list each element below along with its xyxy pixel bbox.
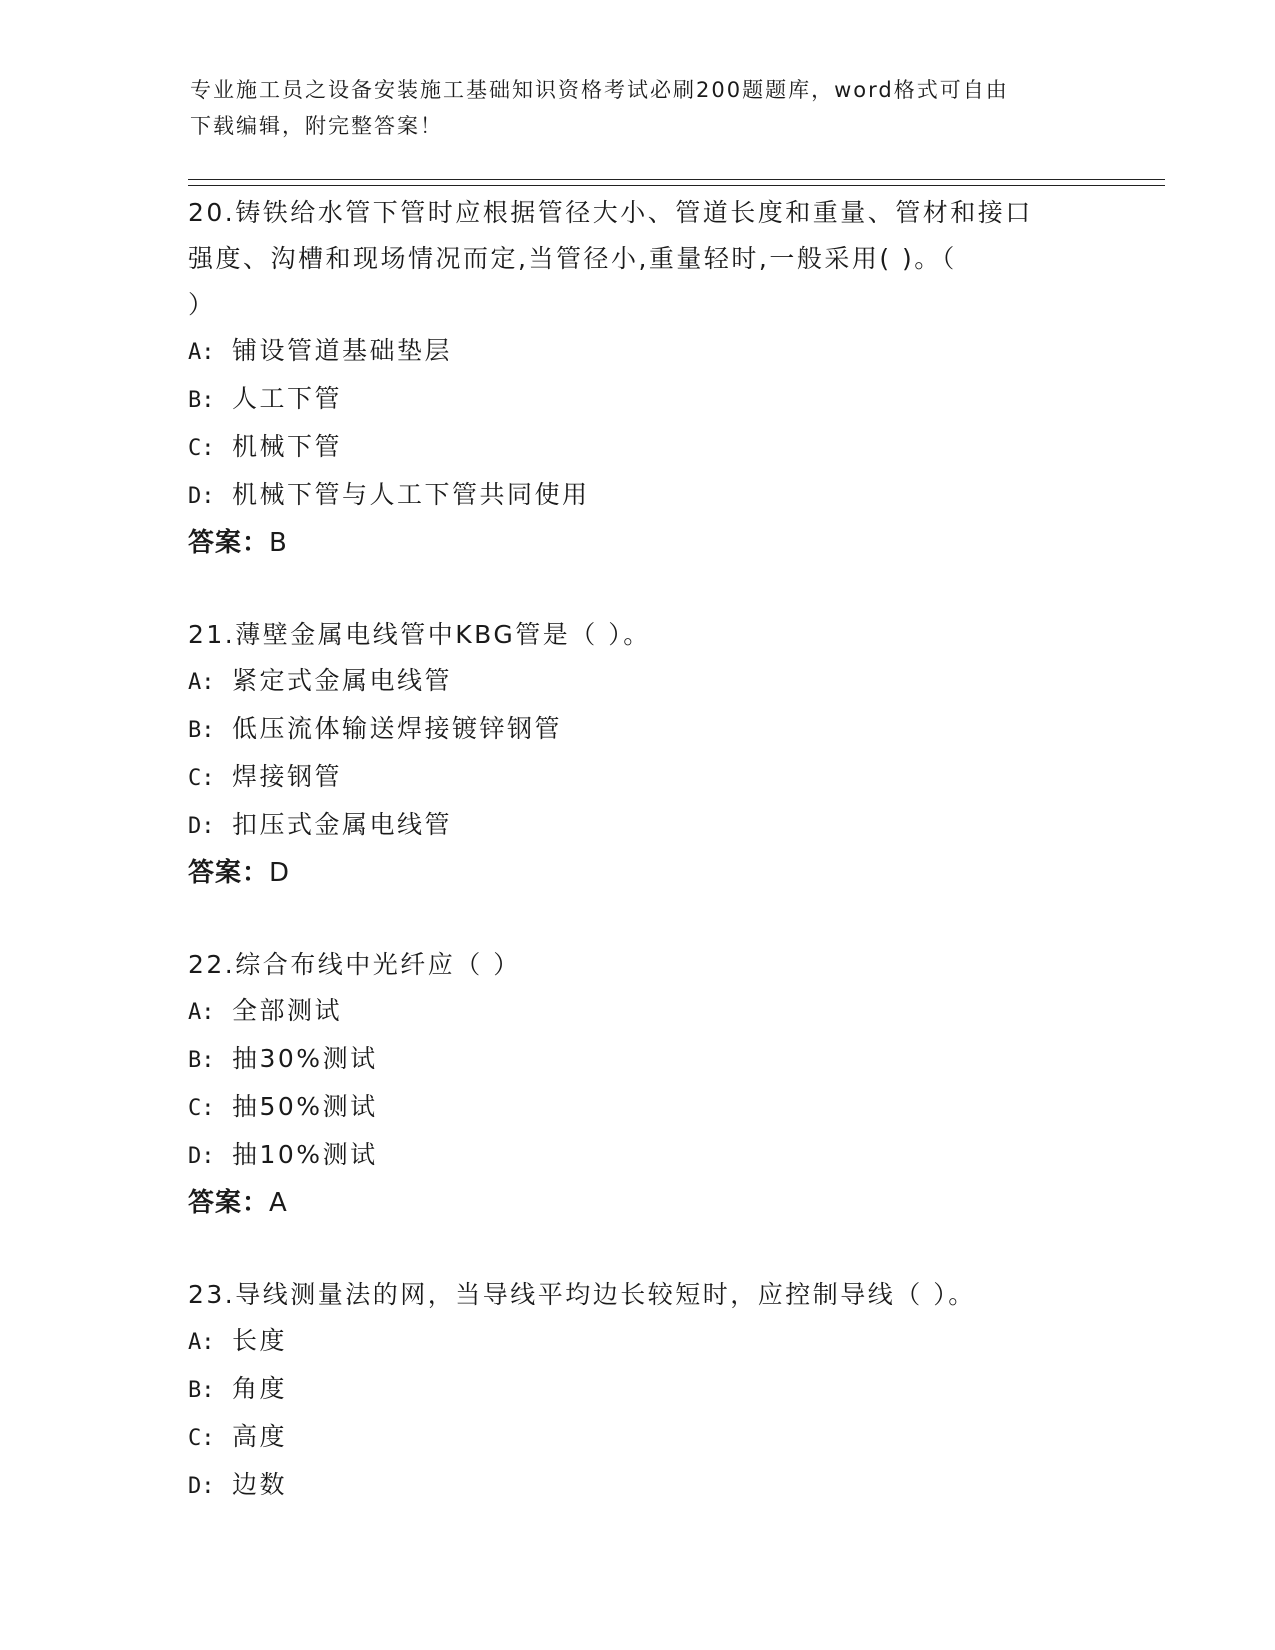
option-text: 抽10%测试 (232, 1140, 378, 1169)
option-a (188, 988, 1088, 1036)
question-list (188, 190, 1088, 1510)
answer-label: 答案： (188, 1188, 270, 1218)
question-number: 22. (188, 950, 236, 979)
question-number: 20. (188, 198, 236, 227)
option-text: 铺设管道基础垫层 (232, 336, 453, 365)
option-letter: D: (188, 1144, 215, 1169)
question-text-line-1: 综合布线中光纤应（ ） (235, 950, 521, 979)
header-line-1: 专业施工员之设备安装施工基础知识资格考试必刷200题题库，word格式可自由 (190, 78, 1009, 102)
option-a (188, 328, 1088, 376)
option-b (188, 706, 1088, 754)
option-d (188, 1462, 1088, 1510)
option-letter: B: (188, 1048, 215, 1073)
option-c (188, 754, 1088, 802)
option-text: 全部测试 (232, 996, 343, 1025)
answer-value: A (269, 1188, 288, 1218)
option-text: 机械下管与人工下管共同使用 (232, 480, 590, 509)
option-text: 抽50%测试 (232, 1092, 378, 1121)
option-letter: A: (188, 1000, 215, 1025)
option-text: 扣压式金属电线管 (232, 810, 453, 839)
question-text-line-1: 导线测量法的网，当导线平均边长较短时，应控制导线（ ）。 (235, 1280, 976, 1309)
option-letter: B: (188, 388, 215, 413)
question-text (188, 1272, 1088, 1318)
option-text: 高度 (232, 1422, 288, 1451)
header-line-2: 下载编辑，附完整答案！ (190, 114, 443, 138)
option-b (188, 1036, 1088, 1084)
question-text-line-2: 强度、沟槽和现场情况而定,当管径小,重量轻时,一般采用( )。（ (188, 244, 957, 273)
question-21 (188, 612, 1088, 896)
header-divider-top (188, 179, 1165, 180)
option-c (188, 424, 1088, 472)
option-a (188, 658, 1088, 706)
option-text: 紧定式金属电线管 (232, 666, 453, 695)
answer-value: B (269, 528, 288, 558)
question-spacer (188, 1226, 1088, 1272)
option-letter: D: (188, 484, 215, 509)
option-letter: A: (188, 340, 215, 365)
option-text: 机械下管 (232, 432, 343, 461)
option-text: 角度 (232, 1374, 288, 1403)
option-letter: C: (188, 766, 215, 791)
header-divider-bottom (188, 185, 1165, 186)
option-letter: B: (188, 718, 215, 743)
option-text: 边数 (232, 1470, 288, 1499)
question-number: 21. (188, 620, 236, 649)
question-text (188, 942, 1088, 988)
option-b (188, 1366, 1088, 1414)
question-23 (188, 1272, 1088, 1510)
option-c (188, 1414, 1088, 1462)
option-a (188, 1318, 1088, 1366)
answer-line (188, 1180, 1088, 1226)
question-22 (188, 942, 1088, 1226)
option-d (188, 1132, 1088, 1180)
option-text: 焊接钢管 (232, 762, 343, 791)
option-d (188, 802, 1088, 850)
question-text-line-3: ） (188, 290, 216, 319)
option-letter: A: (188, 670, 215, 695)
question-number: 23. (188, 1280, 236, 1309)
answer-line (188, 520, 1088, 566)
question-text (188, 612, 1088, 658)
answer-label: 答案： (188, 528, 270, 558)
question-spacer (188, 896, 1088, 942)
option-text: 抽30%测试 (232, 1044, 378, 1073)
document-header (190, 72, 1090, 144)
answer-value: D (269, 858, 291, 888)
question-spacer (188, 566, 1088, 612)
question-text (188, 190, 1088, 236)
answer-line (188, 850, 1088, 896)
answer-label: 答案： (188, 858, 270, 888)
option-text: 人工下管 (232, 384, 343, 413)
question-text-line-1: 薄壁金属电线管中KBG管是（ ）。 (235, 620, 651, 649)
question-text-line-1: 铸铁给水管下管时应根据管径大小、管道长度和重量、管材和接口 (235, 198, 1033, 227)
option-letter: C: (188, 1096, 215, 1121)
option-letter: A: (188, 1330, 215, 1355)
option-d (188, 472, 1088, 520)
option-c (188, 1084, 1088, 1132)
option-letter: C: (188, 436, 215, 461)
option-letter: D: (188, 1474, 215, 1499)
option-text: 低压流体输送焊接镀锌钢管 (232, 714, 563, 743)
option-letter: B: (188, 1378, 215, 1403)
option-letter: D: (188, 814, 215, 839)
option-text: 长度 (232, 1326, 288, 1355)
option-b (188, 376, 1088, 424)
question-20 (188, 190, 1088, 566)
option-letter: C: (188, 1426, 215, 1451)
